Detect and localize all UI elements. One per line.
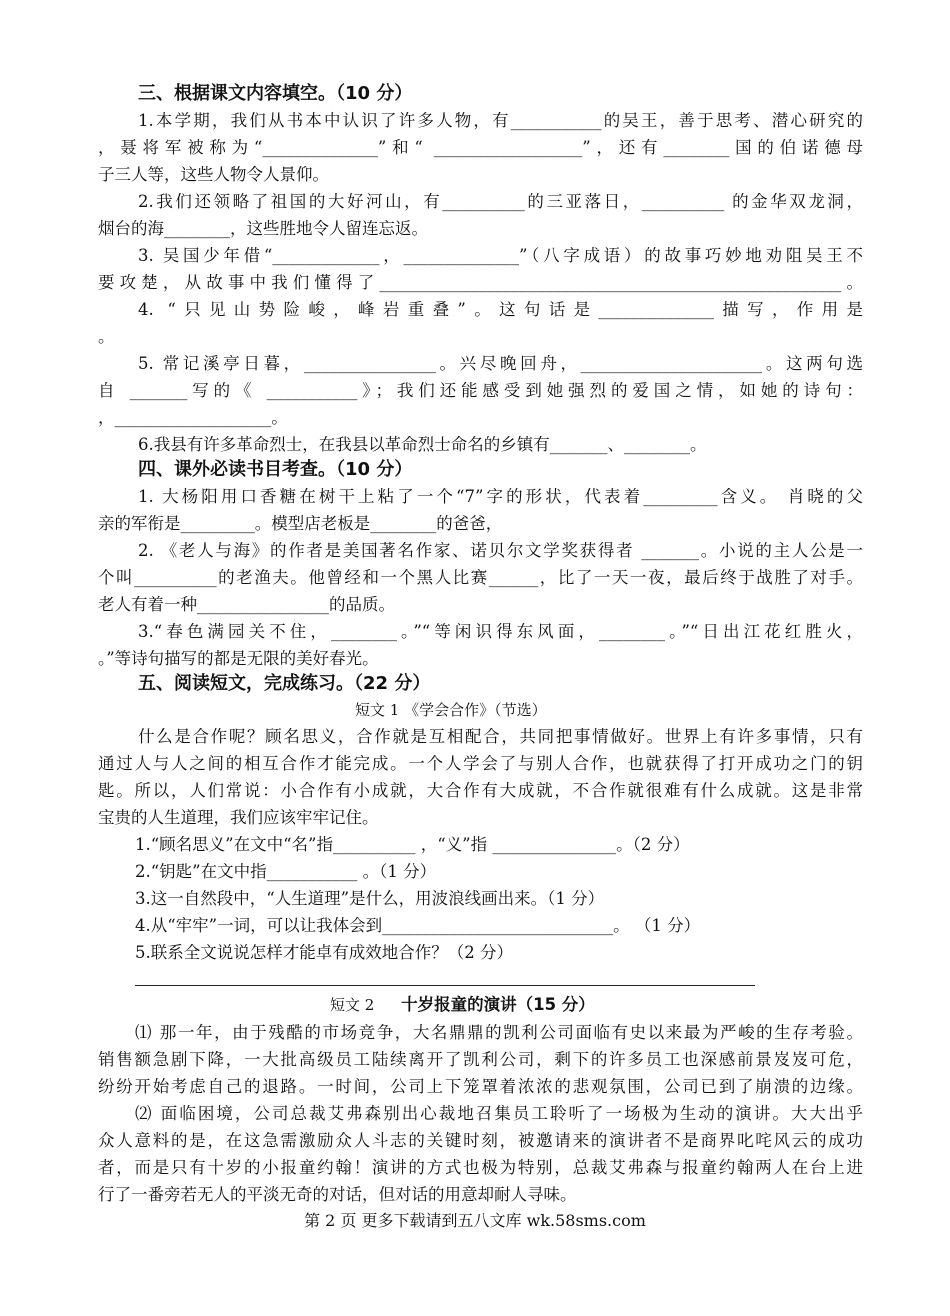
s3-line-11: 自 _______写的《 ___________》；我们还能感受到她强烈的爱国之情，如她的诗句： bbox=[98, 381, 863, 400]
passage-2-title bbox=[330, 992, 595, 1018]
p1-question-5: 5.联系全文说说怎样才能卓有成效地合作？（2 分） bbox=[135, 943, 513, 962]
section-5-heading: 五、阅读短文，完成练习。（22 分） bbox=[138, 673, 431, 694]
s3-line-10: 5. 常记溪亭日暮，________________。兴尽晚回舟，______________________。这两句选 bbox=[138, 354, 863, 373]
s3-line-5: 烟台的海________，这些胜地令人留连忘返。 bbox=[98, 219, 428, 238]
s4-line-4: 个叫__________的老渔夫。他曾经和一个黑人比赛______，比了一天一夜，最后终于战胜了对手。 bbox=[98, 568, 863, 587]
p2-line-7: 行了一番旁若无人的平淡无奇的对话，但对话的用意却耐人寻味。 bbox=[98, 1185, 577, 1204]
s3-line-8: 4. “只见山势险峻，峰岩重叠”。这句话是______________描写，作用是 bbox=[138, 300, 863, 319]
s3-line-9: 。 bbox=[98, 327, 115, 346]
section-3-heading: 三、根据课文内容填空。（10 分） bbox=[138, 83, 413, 104]
section-4-heading: 四、课外必读书目考查。（10 分） bbox=[138, 459, 413, 480]
s3-line-1: 1.本学期，我们从书本中认识了许多人物，有___________的吴王，善于思考、潜心研究的 bbox=[138, 111, 863, 130]
s4-line-2: 亲的军衔是_________。模型店老板是________的爸爸， bbox=[98, 514, 503, 533]
s3-line-12: ，___________________。 bbox=[98, 408, 288, 427]
s4-line-6: 3.“春色满园关不住，________。”“等闲识得东风面，________。”“日出江花红胜火， bbox=[138, 622, 863, 641]
p1-line-1: 什么是合作呢？顾名思义，合作就是互相配合，共同把事情做好。世界上有许多事情，只有 bbox=[138, 727, 863, 746]
s3-line-13: 6.我县有许多革命烈士，在我县以革命烈士命名的乡镇有_______、________。 bbox=[138, 435, 707, 454]
s4-line-3: 2. 《老人与海》的作者是美国著名作家、诺贝尔文学奖获得者 _______。小说的主人公是一 bbox=[138, 541, 863, 560]
s3-line-4: 2.我们还领略了祖国的大好河山，有__________的三亚落日，__________ 的金华双龙洞， bbox=[138, 192, 863, 211]
s4-line-5: 老人有着一种________________的品质。 bbox=[98, 595, 395, 614]
p2-line-2: 销售额急剧下降，一大批高级员工陆续离开了凯利公司，剩下的许多员工也深感前景岌岌可危， bbox=[98, 1050, 863, 1069]
s4-line-1: 1. 大杨阳用口香糖在树干上粘了一个“7”字的形状，代表着_________含义。 肖晓的父 bbox=[138, 487, 863, 506]
s3-line-2: ，聂将军被称为“______________”和“ __________________”，还有________国的伯诺德母 bbox=[98, 138, 863, 157]
p2-line-6: 者，而是只有十岁的小报童约翰！演讲的方式也极为特别，总裁艾弗森与报童约翰两人在台上进 bbox=[98, 1158, 863, 1177]
s3-line-3: 子三人等，这些人物令人景仰。 bbox=[98, 165, 329, 184]
p1-line-3: 匙。所以，人们常说：小合作有小成就，大合作有大成就，不合作就很难有什么成就。这是非常 bbox=[98, 781, 863, 800]
s3-line-7: 要攻楚，从故事中我们懂得了________________________________________________________。 bbox=[98, 273, 863, 292]
passage-1-title: 短文 1 《学会合作》（节选） bbox=[355, 701, 547, 719]
p2-line-1: ⑴ 那一年，由于残酷的市场竞争，大名鼎鼎的凯利公司面临有史以来最为严峻的生存考验。 bbox=[135, 1023, 863, 1042]
p1-question-4: 4.从“牢牢”一词，可以让我体会到____________________________。 （1 分） bbox=[135, 916, 701, 935]
passage-2-heading: 十岁报童的演讲（15 分） bbox=[401, 995, 595, 1014]
p1-question-3: 3.这一自然段中，“人生道理”是什么，用波浪线画出来。（1 分） bbox=[135, 889, 605, 908]
answer-divider bbox=[135, 985, 755, 986]
page-footer: 第 2 页 更多下载请到五八文库 wk.58sms.com bbox=[304, 1211, 646, 1230]
p2-line-3: 纷纷开始考虑自己的退路。一时间，公司上下笼罩着浓浓的悲观氛围，公司已到了崩溃的边缘。 bbox=[98, 1077, 863, 1096]
p2-line-4: ⑵ 面临困境，公司总裁艾弗森别出心裁地召集员工聆听了一场极为生动的演讲。大大出乎 bbox=[135, 1104, 863, 1123]
p1-line-2: 通过人与人之间的相互合作才能完成。一个人学会了与别人合作，也就获得了打开成功之门的钥 bbox=[98, 754, 863, 773]
p2-line-5: 众人意料的是，在这急需激励众人斗志的关键时刻，被邀请来的演讲者不是商界叱咤风云的成功 bbox=[98, 1131, 863, 1150]
s4-line-7: 。”等诗句描写的都是无限的美好春光。 bbox=[98, 649, 379, 668]
s3-line-6: 3. 吴国少年借“_____________，______________”（八字成语）的故事巧妙地劝阻吴王不 bbox=[138, 246, 863, 265]
p1-line-4: 宝贵的人生道理，我们应该牢牢记住。 bbox=[98, 808, 379, 827]
p1-question-2: 2.“钥匙”在文中指___________ 。（1 分） bbox=[135, 862, 437, 881]
p1-question-1: 1.“顾名思义”在文中“名”指__________ ，“义”指 _______________。（2 分） bbox=[135, 835, 690, 854]
passage-2-label: 短文 2 bbox=[330, 996, 375, 1014]
